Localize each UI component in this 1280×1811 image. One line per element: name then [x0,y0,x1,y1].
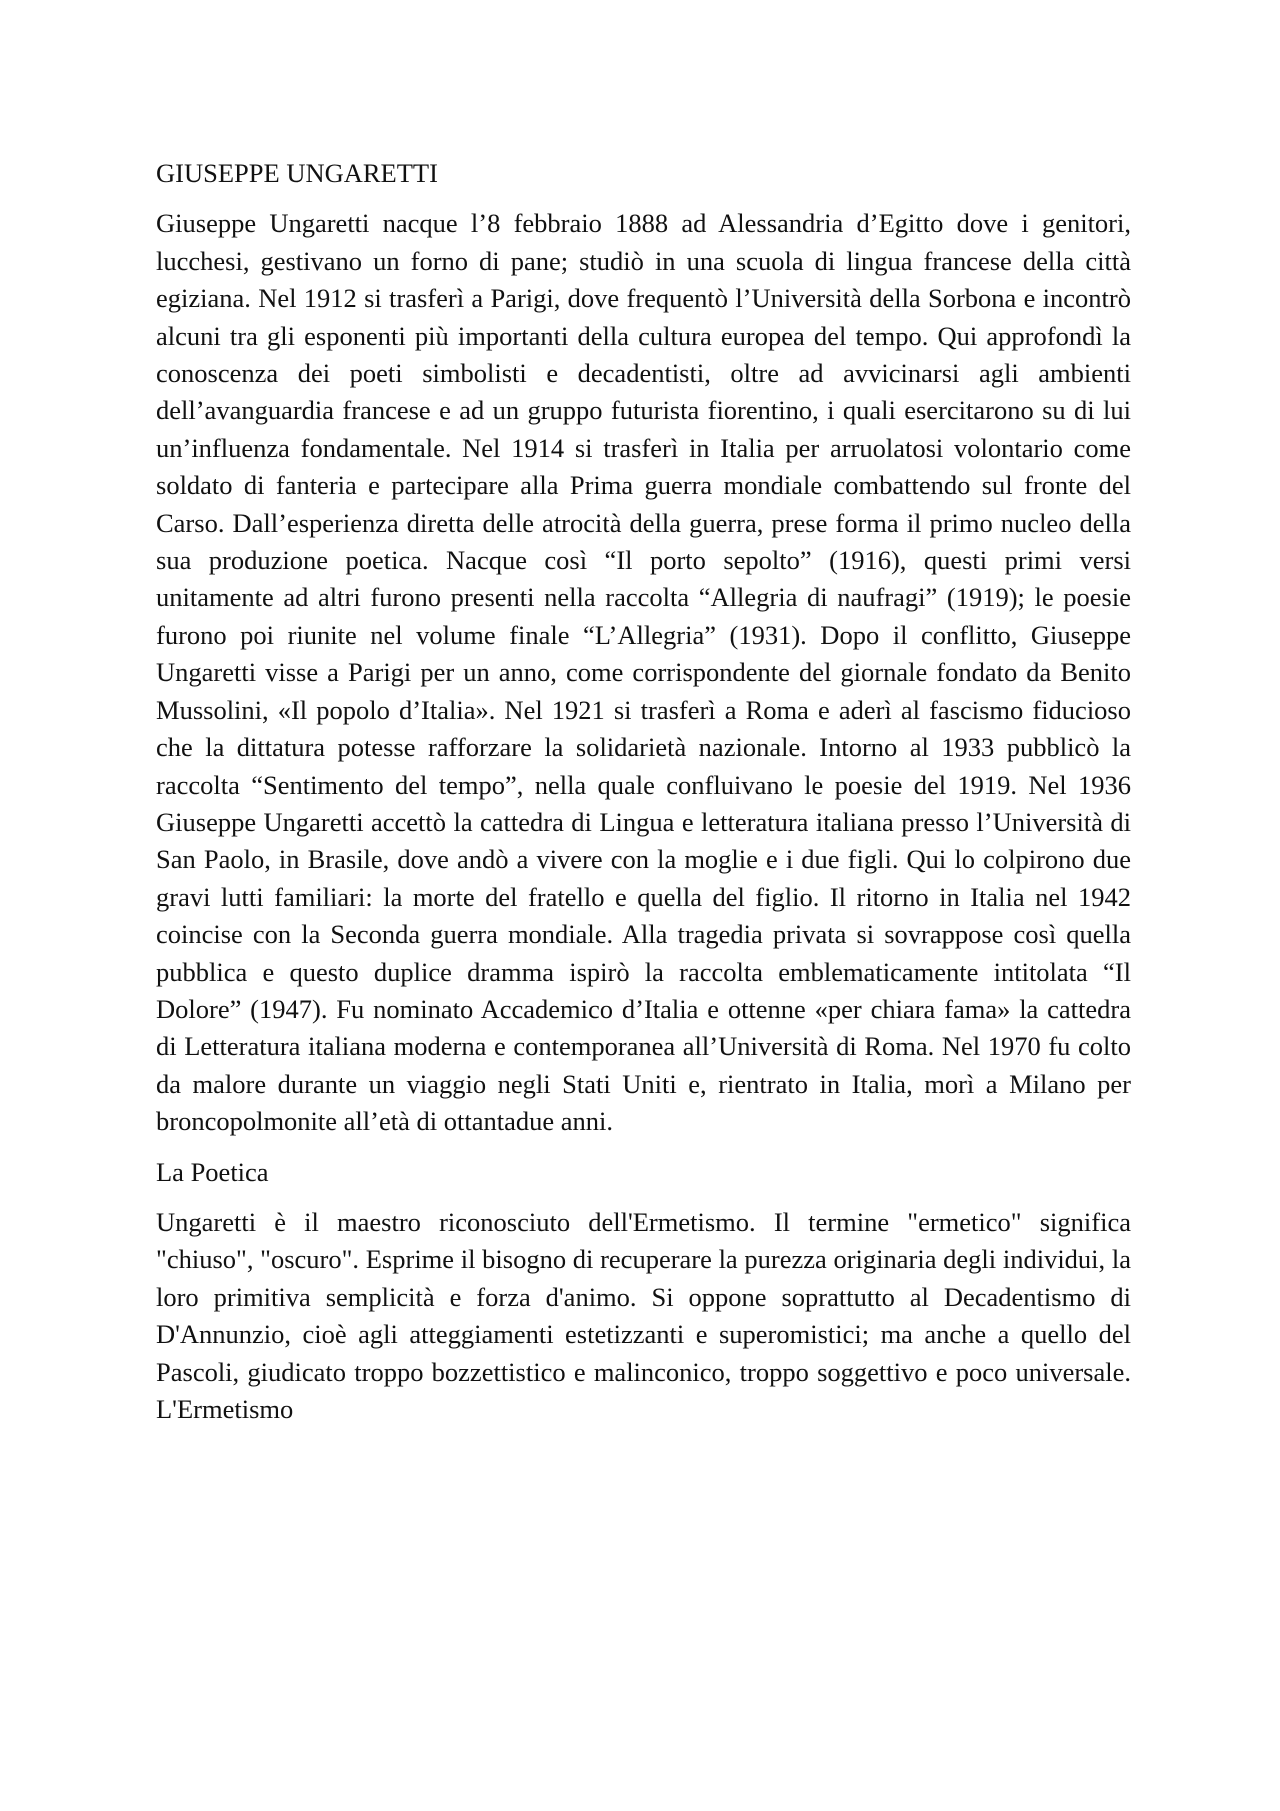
document-page [156,155,1131,1441]
poetica-paragraph: Ungaretti è il maestro riconosciuto dell'Ermetismo. Il termine "ermetico" significa "chiuso", "oscuro". Esprime il bisogno di recuperare la purezza originaria degli individui, la loro primitiva semplicità e forza d'animo. Si oppone soprattutto al Decadentismo di D'Annunzio, cioè agli atteggiamenti estetizzanti e superomistici; ma anche a quello del Pascoli, giudicato troppo bozzettistico e malinconico, troppo soggettivo e poco universale. L'Ermetismo [156,1206,1131,1424]
biography-paragraph: Giuseppe Ungaretti nacque l’8 febbraio 1888 ad Alessandria d’Egitto dove i genitori, lucchesi, gestivano un forno di pane; studiò in una scuola di lingua francese della città egiziana. Nel 1912 si trasferì a Parigi, dove frequentò l’Università della Sorbona e incontrò alcuni tra gli esponenti più importanti della cultura europea del tempo. Qui approfondì la conoscenza dei poeti simbolisti e decadentisti, oltre ad avvicinarsi agli ambienti dell’avanguardia francese e ad un gruppo futurista fiorentino, i quali esercitarono su di lui un’influenza fondamentale. Nel 1914 si trasferì in Italia per arruolatosi volontario come soldato di fanteria e partecipare alla Prima guerra mondiale combattendo sul fronte del Carso. Dall’esperienza diretta delle atrocità della guerra, prese forma il primo nucleo della sua produzione poetica. Nacque così “Il porto sepolto” (1916), questi primi versi unitamente ad altri furono presenti nella raccolta “Allegria di naufragi” (1919); le poesie furono poi riunite nel volume finale “L’Allegria” (1931). Dopo il conflitto, Giuseppe Ungaretti visse a Parigi per un anno, come corrispondente del giornale fondato da Benito Mussolini, «Il popolo d’Italia». Nel 1921 si trasferì a Roma e aderì al fascismo fiducioso che la dittatura potesse rafforzare la solidarietà nazionale. Intorno al 1933 pubblicò la raccolta “Sentimento del tempo”, nella quale confluivano le poesie del 1919. Nel 1936 Giuseppe Ungaretti accettò la cattedra di Lingua e letteratura italiana presso l’Università di San Paolo, in Brasile, dove andò a vivere con la moglie e i due figli. Qui lo colpirono due gravi lutti familiari: la morte del fratello e quella del figlio. Il ritorno in Italia nel 1942 coincise con la Seconda guerra mondiale. Alla tragedia privata si sovrappose così quella pubblica e questo duplice dramma ispirò la raccolta emblematicamente intitolata “Il Dolore” (1947). Fu nominato Accademico d’Italia e ottenne «per chiara fama» la cattedra di Letteratura italiana moderna e contemporanea all’Università di Roma. Nel 1970 fu colto da malore durante un viaggio negli Stati Uniti e, rientrato in Italia, morì a Milano per broncopolmonite all’età di ottantadue anni. [156,208,1131,1137]
document-title: GIUSEPPE UNGARETTI [156,158,438,188]
section-heading: La Poetica [156,1156,269,1187]
